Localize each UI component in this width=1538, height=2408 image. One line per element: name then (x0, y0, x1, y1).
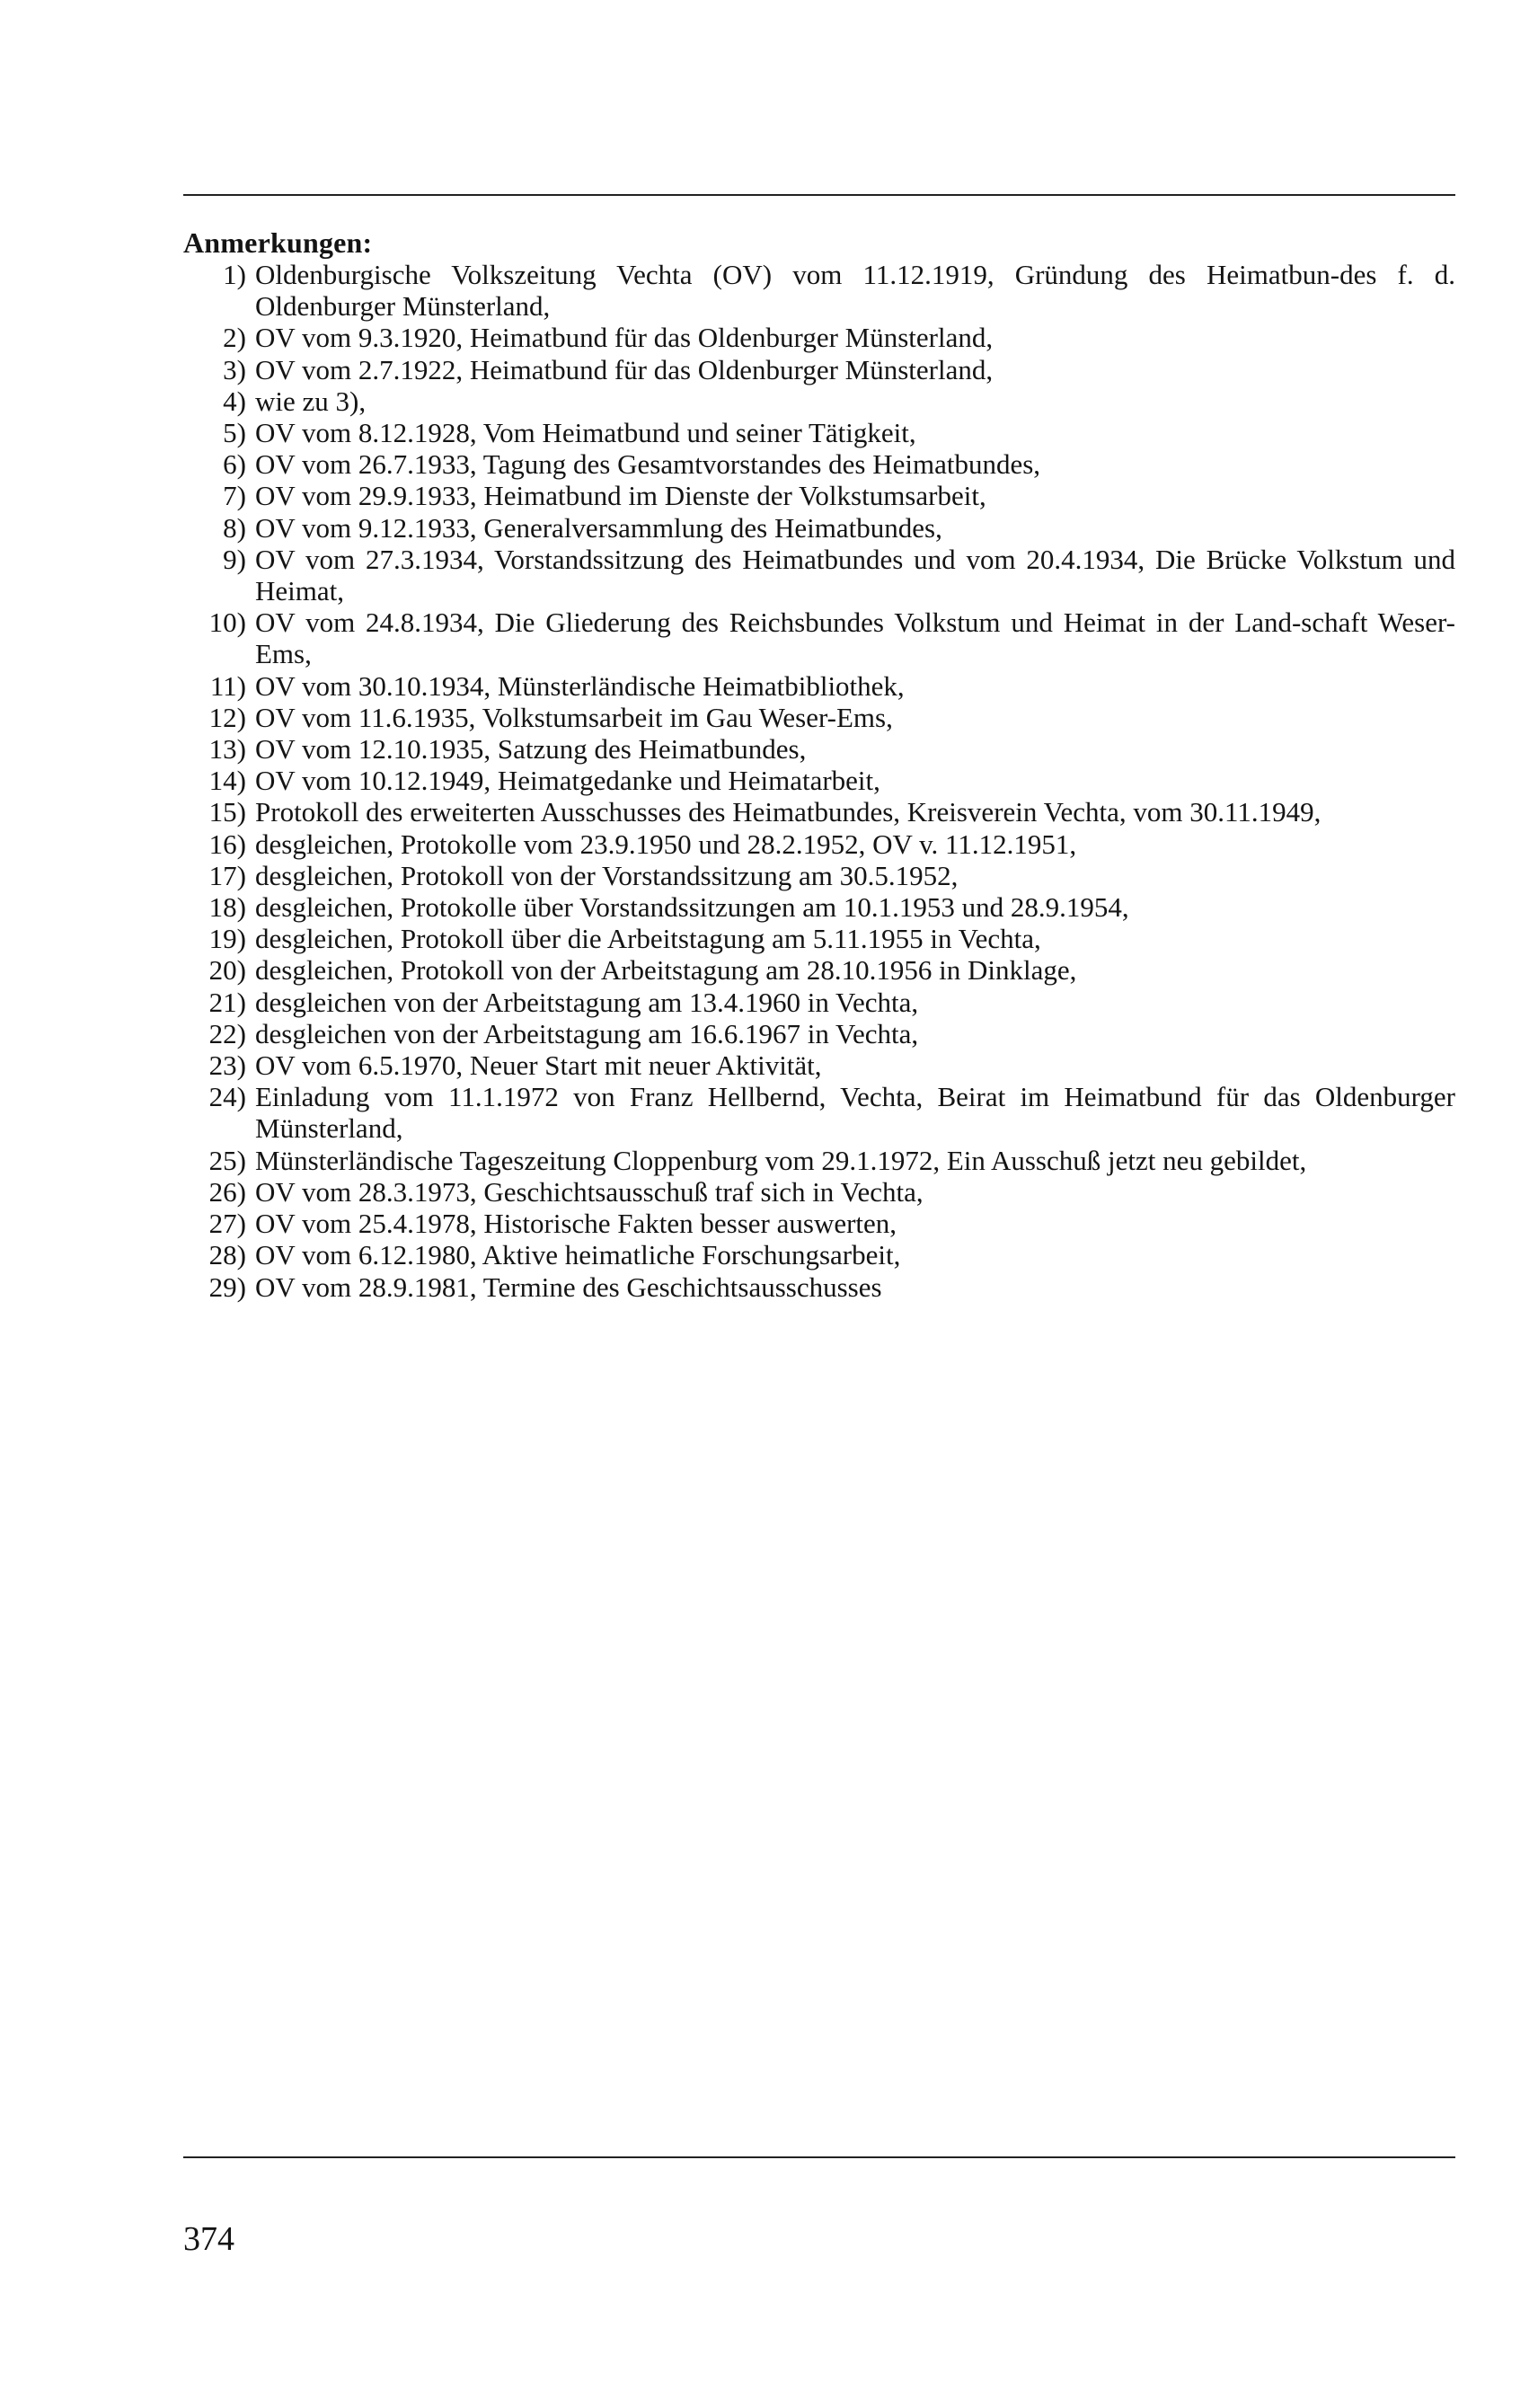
notes-list (183, 259, 1455, 1303)
note-number: 15) (208, 796, 246, 828)
note-item (183, 1208, 1455, 1239)
note-text: Einladung vom 11.1.1972 von Franz Hellbernd, Vechta, Beirat im Heimatbund für das Oldenburger Münsterland, (255, 1081, 1455, 1145)
note-text: Münsterländische Tageszeitung Cloppenburg vom 29.1.1972, Ein Ausschuß jetzt neu gebildet, (255, 1144, 1307, 1176)
note-text: desgleichen, Protokoll von der Arbeitstagung am 28.10.1956 in Dinklage, (255, 954, 1077, 987)
note-number: 12) (208, 701, 246, 733)
note-number: 22) (208, 1017, 246, 1049)
note-number: 27) (208, 1208, 246, 1240)
note-item (183, 828, 1455, 860)
note-number: 28) (208, 1239, 246, 1271)
note-text: OV vom 24.8.1934, Die Gliederung des Reichsbundes Volkstum und Heimat in der Land-schaft Weser-Ems, (255, 606, 1455, 670)
note-text: wie zu 3), (255, 385, 367, 417)
note-item (183, 954, 1455, 986)
note-text: OV vom 26.7.1933, Tagung des Gesamtvorstandes des Heimatbundes, (255, 448, 1041, 481)
note-number: 3) (223, 353, 246, 385)
note-item (183, 354, 1455, 385)
note-number: 1) (223, 259, 246, 290)
note-text: desgleichen von der Arbeitstagung am 16.6.1967 in Vechta, (255, 1017, 919, 1049)
note-number: 8) (223, 511, 246, 544)
note-text: desgleichen, Protokolle über Vorstandssitzungen am 10.1.1953 und 28.9.1954, (255, 891, 1129, 924)
note-item (183, 322, 1455, 353)
note-text: OV vom 10.12.1949, Heimatgedanke und Heimatarbeit, (255, 765, 880, 797)
note-item (183, 417, 1455, 448)
note-number: 26) (208, 1175, 246, 1208)
note-text: OV vom 9.3.1920, Heimatbund für das Oldenburger Münsterland, (255, 322, 994, 354)
note-number: 4) (223, 385, 246, 417)
note-text: OV vom 29.9.1933, Heimatbund im Dienste der Volkstumsarbeit, (255, 480, 986, 512)
note-text: OV vom 28.9.1981, Termine des Geschichtsausschusses (255, 1270, 882, 1303)
note-item (183, 480, 1455, 511)
note-item (183, 544, 1455, 606)
note-text: OV vom 27.3.1934, Vorstandssitzung des Heimatbundes und vom 20.4.1934, Die Brücke Volkstum und Heimat, (255, 543, 1455, 607)
note-text: desgleichen, Protokolle vom 23.9.1950 und 28.2.1952, OV v. 11.12.1951, (255, 828, 1077, 860)
note-text: OV vom 11.6.1935, Volkstumsarbeit im Gau Weser-Ems, (255, 701, 893, 733)
note-item (183, 765, 1455, 796)
note-text: desgleichen von der Arbeitstagung am 13.4.1960 in Vechta, (255, 986, 919, 1018)
note-text: OV vom 2.7.1922, Heimatbund für das Oldenburger Münsterland, (255, 353, 994, 385)
note-text: OV vom 25.4.1978, Historische Fakten besser auswerten, (255, 1208, 897, 1240)
note-text: OV vom 6.5.1970, Neuer Start mit neuer Aktivität, (255, 1049, 822, 1082)
note-text: Protokoll des erweiterten Ausschusses des Heimatbundes, Kreisverein Vechta, vom 30.11.1949, (255, 796, 1321, 828)
note-text: OV vom 8.12.1928, Vom Heimatbund und seiner Tätigkeit, (255, 417, 916, 449)
note-number: 14) (208, 765, 246, 797)
note-number: 11) (209, 669, 246, 702)
note-text: OV vom 9.12.1933, Generalversammlung des Heimatbundes, (255, 511, 942, 544)
note-item (183, 923, 1455, 954)
bottom-rule (183, 2156, 1455, 2158)
note-item (183, 1018, 1455, 1049)
note-item (183, 448, 1455, 480)
note-item (183, 1176, 1455, 1208)
note-number: 16) (208, 828, 246, 860)
note-text: Oldenburgische Volkszeitung Vechta (OV) vom 11.12.1919, Gründung des Heimatbun-des f. d. Oldenburger Münsterland, (255, 259, 1455, 323)
note-text: desgleichen, Protokoll von der Vorstandssitzung am 30.5.1952, (255, 859, 959, 891)
page-number: 374 (183, 2220, 234, 2258)
note-item (183, 1081, 1455, 1144)
note-number: 9) (223, 543, 246, 575)
note-item (183, 733, 1455, 765)
note-number: 7) (223, 480, 246, 512)
note-item (183, 259, 1455, 322)
note-item (183, 606, 1455, 669)
note-item (183, 670, 1455, 702)
top-rule (183, 194, 1455, 196)
note-number: 21) (208, 986, 246, 1018)
note-number: 2) (223, 322, 246, 354)
note-item (183, 796, 1455, 828)
note-item (183, 702, 1455, 733)
notes-heading: Anmerkungen: (183, 226, 373, 259)
note-number: 20) (208, 954, 246, 987)
note-text: OV vom 12.10.1935, Satzung des Heimatbundes, (255, 733, 807, 766)
note-item (183, 891, 1455, 923)
note-item (183, 512, 1455, 544)
note-number: 24) (208, 1081, 246, 1113)
note-item (183, 1239, 1455, 1270)
note-number: 23) (208, 1049, 246, 1082)
note-text: OV vom 28.3.1973, Geschichtsausschuß traf sich in Vechta, (255, 1175, 924, 1208)
note-number: 29) (208, 1270, 246, 1303)
note-number: 25) (208, 1144, 246, 1176)
note-number: 19) (208, 923, 246, 955)
note-text: OV vom 30.10.1934, Münsterländische Heimatbibliothek, (255, 669, 905, 702)
note-number: 18) (208, 891, 246, 924)
note-number: 10) (208, 606, 246, 639)
note-item (183, 1271, 1455, 1303)
note-number: 6) (223, 448, 246, 481)
note-item (183, 860, 1455, 891)
note-item (183, 1049, 1455, 1081)
notes-section (183, 226, 1455, 1303)
note-number: 13) (208, 733, 246, 766)
note-number: 17) (208, 859, 246, 891)
note-number: 5) (223, 417, 246, 449)
note-item (183, 385, 1455, 417)
note-item (183, 1145, 1455, 1176)
note-item (183, 987, 1455, 1018)
note-text: desgleichen, Protokoll über die Arbeitstagung am 5.11.1955 in Vechta, (255, 923, 1041, 955)
note-text: OV vom 6.12.1980, Aktive heimatliche Forschungsarbeit, (255, 1239, 901, 1271)
